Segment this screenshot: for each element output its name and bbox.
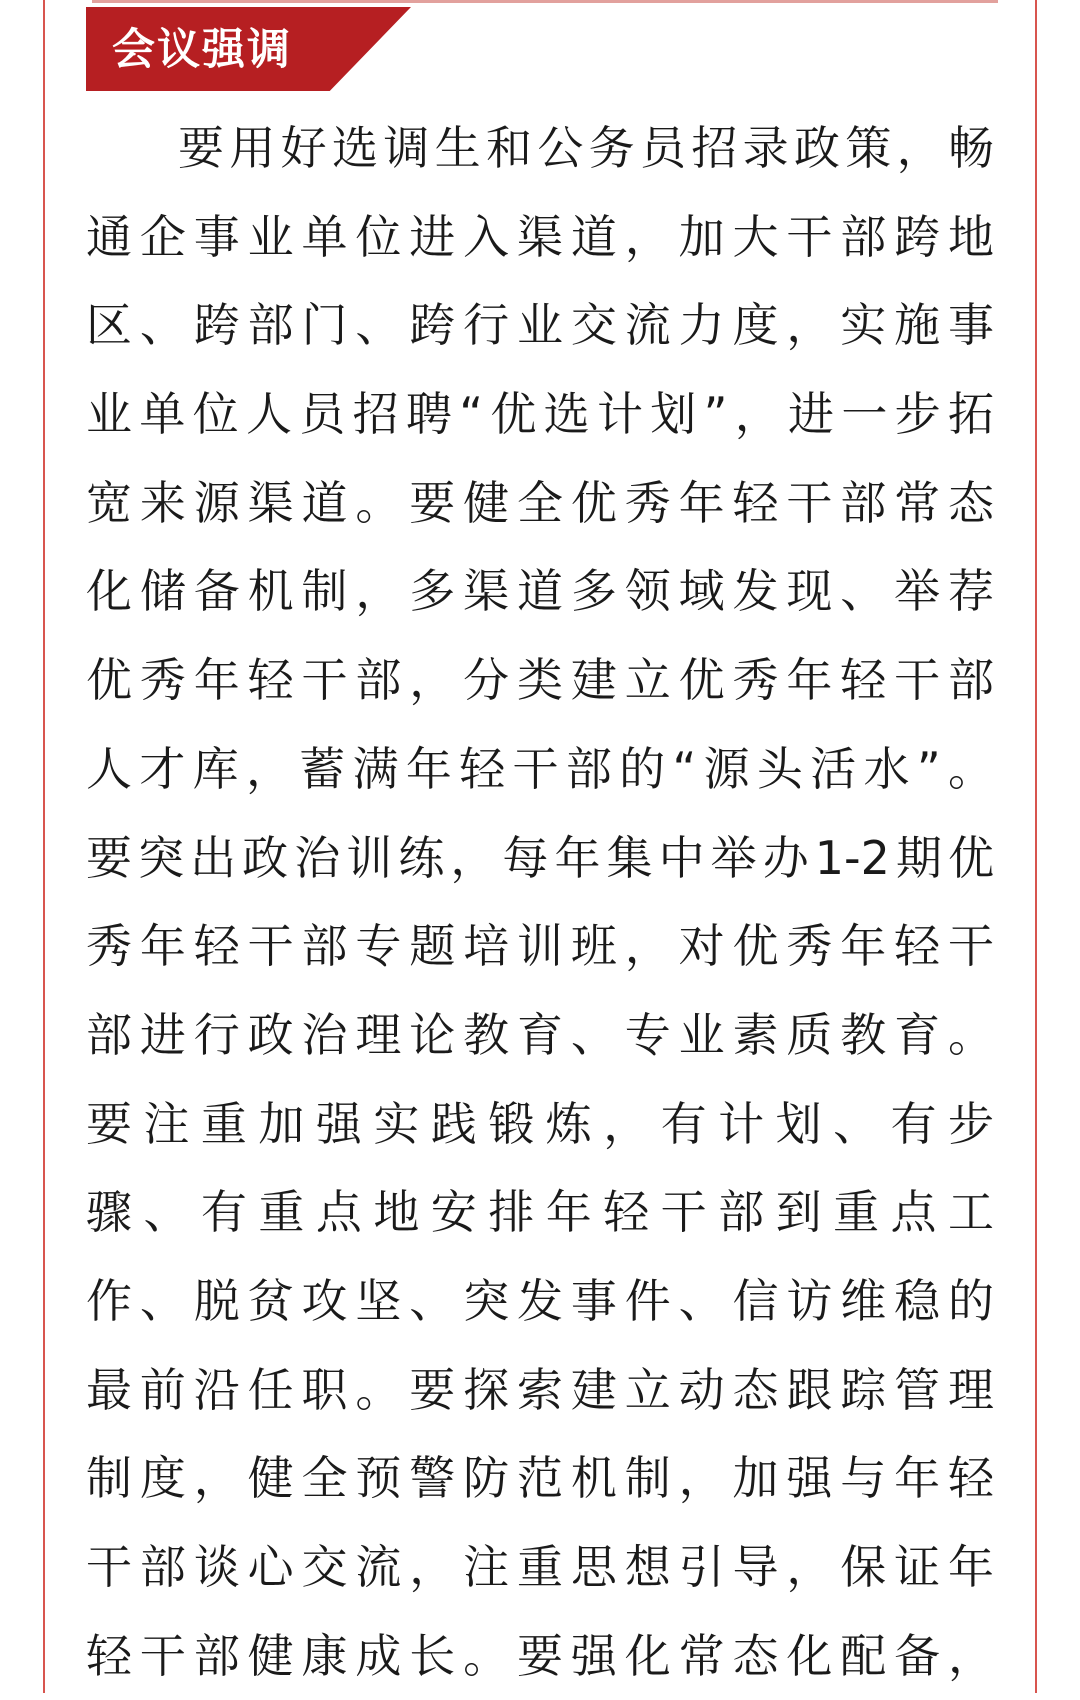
article-line: 区、跨部门、跨行业交流力度，实施事 (86, 298, 994, 353)
top-rule (92, 0, 998, 3)
article-line: 干部谈心交流，注重思想引导，保证年 (86, 1540, 994, 1594)
article-line: 宽来源渠道。要健全优秀年轻干部常态 (86, 475, 994, 530)
right-frame-line (1035, 0, 1037, 1693)
article-line: 要注重加强实践锻炼，有计划、有步 (86, 1096, 994, 1151)
article-line: 秀年轻干部专题培训班，对优秀年轻干 (86, 919, 994, 974)
article-line: 要突出政治训练，每年集中举办1-2期优 (86, 830, 994, 885)
article-line: 通企事业单位进入渠道，加大干部跨地 (86, 209, 994, 264)
article-line: 部进行政治理论教育、专业素质教育。 (86, 1007, 994, 1062)
section-title: 会议强调 (112, 25, 292, 75)
article-body (86, 104, 994, 1700)
article-line: 优秀年轻干部，分类建立优秀年轻干部 (86, 653, 994, 708)
article-line: 最前沿任职。要探索建立动态跟踪管理 (86, 1362, 994, 1417)
article-line: 轻干部健康成长。要强化常态化配备， (86, 1628, 994, 1683)
article-line: 业单位人员招聘“优选计划”，进一步拓 (86, 387, 994, 442)
article-line: 要用好选调生和公务员招录政策，畅 (178, 121, 994, 175)
article-line: 骤、有重点地安排年轻干部到重点工 (86, 1185, 994, 1240)
article-line: 作、脱贫攻坚、突发事件、信访维稳的 (86, 1273, 994, 1328)
left-frame-line (43, 0, 45, 1693)
article-line: 制度，健全预警防范机制，加强与年轻 (86, 1451, 994, 1506)
article-line: 化储备机制，多渠道多领域发现、举荐 (86, 564, 994, 619)
article-line: 人才库，蓄满年轻干部的“源头活水”。 (86, 741, 994, 796)
